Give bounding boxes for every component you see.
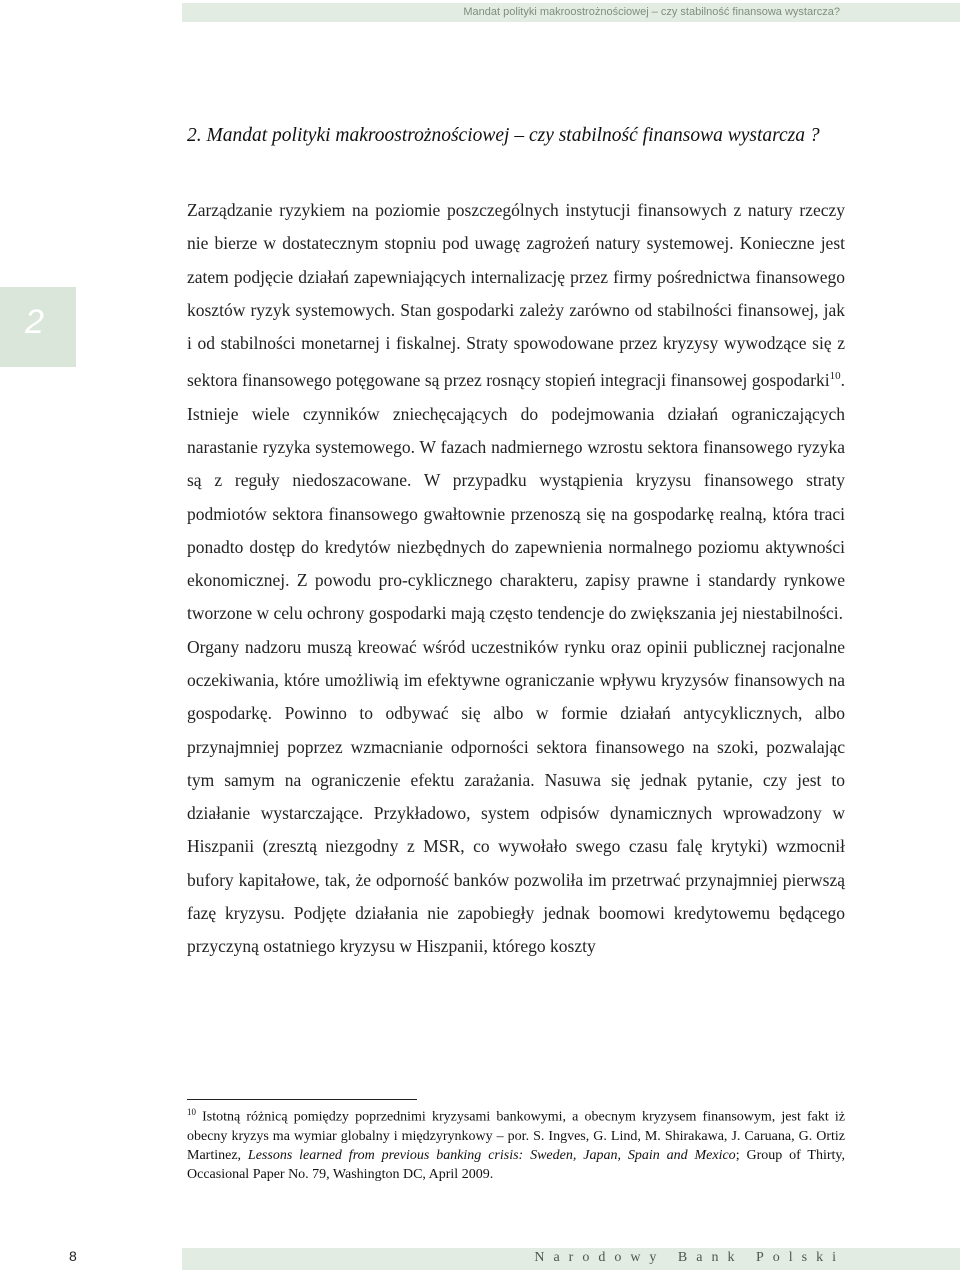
paragraph: Organy nadzoru muszą kreować wśród uczestników rynku oraz opinii publicznej racjonalne oczekiwania, które umożliwią im efektywne ograniczanie wpływu kryzysów finansowych na gospodarkę. Powinno to odbywać się albo w formie działań antycyklicznych, albo przynajmniej poprzez wzmacnianie odporności sektora finansowego na szoki, pozwalając tym samym na ograniczenie efektu zarażania. Nasuwa się jednak pytanie, czy jest to działanie wystarczające. Przykładowo, system odpisów dynamicznych wprowadzony w Hiszpanii (zresztą niezgodny z MSR, co wywołało swego czasu falę krytyki) wzmocnił bufory kapitałowe, tak, że odporność banków pozwoliła im przetrwać przynajmniej pierwszą fazę kryzysu. Podjęte działania nie zapobiegły jednak boomowi kredytowemu będącego przyczyną ostatniego kryzysu w Hiszpanii, którego koszty [187, 636, 845, 957]
paragraph-text: . Istnieje wiele czynników zniechęcających do podejmowania działań ograniczających narastanie ryzyka systemowego. W fazach nadmiernego wzrostu sektora finansowego ryzyka są z reguły niedoszacowane. W przypadku wystąpienia kryzysu finansowego straty podmiotów sektora finansowego gwałtownie przenoszą się na gospodarkę realną, która traci ponadto dostęp do kredytów niezbędnych do zapewnienia normalnego poziomu aktywności ekonomicznej. Z powodu pro-cyklicznego charakteru, zapisy prawne i standardy rynkowe tworzone w celu ochrony gospodarki mają często tendencje do zwiększania jej niestabilności. [187, 370, 845, 624]
footnote-text-end: ; Group of Thirty, Occasional Paper No. 79, Washington DC, April 2009. [187, 1148, 846, 1183]
footnote-divider [187, 1099, 417, 1100]
paragraph-text: Zarządzanie ryzykiem na poziomie poszczególnych instytucji finansowych z natury rzeczy nie bierze w dostatecznym stopniu pod uwagę zagrożeń natury systemowej. Konieczne jest zatem podjęcie działań zapewniających internalizację przez firmy pośrednictwa finansowego kosztów ryzyk systemowych. Stan gospodarki zależy zarówno od stabilności finansowej, jak i od stabilności monetarnej i fiskalnej. Straty spowodowane przez kryzysy wywodzące się z sektora finansowego potęgowane są przez rosnący stopień integracji finansowej gospodarki [187, 200, 845, 391]
footer-bar [182, 1248, 960, 1270]
footnote-cited-title: Lessons learned from previous banking crisis: Sweden, Japan, Spain and Mexico [247, 1148, 736, 1164]
paragraph [187, 194, 845, 631]
page-number: 8 [69, 1248, 77, 1264]
header-bar [182, 3, 960, 22]
footnote-number: 10 [187, 1107, 196, 1117]
section-title: 2. Mandat polityki makroostrożnościowej – czy stabilność finansowa wystarcza ? [187, 125, 820, 146]
footnote [187, 1103, 845, 1184]
body-text [187, 194, 845, 964]
footnote-text: Istotną różnicą pomiędzy poprzednimi kryzysami bankowymi, a obecnym kryzysem finansowym, jest fakt iż obecny kryzys ma wymiar globalny i międzyrynkowy – por. S. Ingves, G. Lind, M. Shirakawa, J. Caruana, G. Ortiz Martinez, [187, 1109, 845, 1164]
footnote-reference[interactable]: 10 [829, 370, 841, 383]
running-title: Mandat polityki makroostrożnościowej – czy stabilność finansowa wystarcza? [463, 6, 840, 18]
chapter-tab [0, 287, 76, 367]
publisher-name: Narodowy Bank Polski [534, 1250, 845, 1265]
chapter-number: 2 [25, 303, 44, 341]
